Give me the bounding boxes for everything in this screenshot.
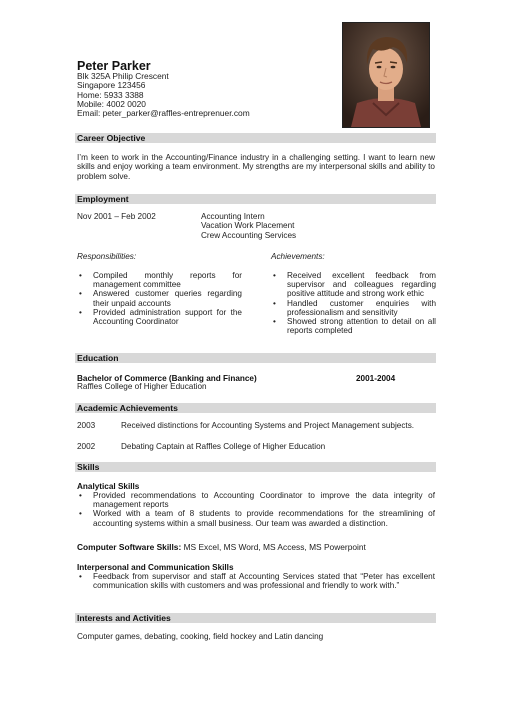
- software-skills-title: Computer Software Skills:: [77, 542, 182, 552]
- degree-title: Bachelor of Commerce (Banking and Finance): [77, 374, 257, 383]
- list-item: • Provided administration support for the Accounting Coordinator: [77, 308, 242, 326]
- email-address: Email: peter_parker@raffles-entreprenuer.com: [77, 108, 250, 119]
- list-item: • Worked with a team of 8 students to provide recommendations for the streamlining of accounting systems within a small business. Our team was awarded a distinction.: [77, 509, 435, 527]
- software-skills-list: MS Excel, MS Word, MS Access, MS Powerpoint: [181, 542, 366, 552]
- academic-achievement: Received distinctions for Accounting Systems and Project Management subjects.: [121, 421, 415, 430]
- section-education: Education: [75, 353, 436, 363]
- list-item: • Provided recommendations to Accounting Coordinator to improve the data integrity of management reports: [77, 491, 435, 509]
- list-item: • Handled customer enquiries with professionalism and sensitivity: [271, 299, 436, 317]
- school-name: Raffles College of Higher Education: [77, 382, 207, 391]
- candidate-name: Peter Parker: [77, 59, 151, 73]
- analytical-skills-title: Analytical Skills: [77, 482, 140, 491]
- section-academic-achievements: Academic Achievements: [75, 403, 436, 413]
- profile-photo: [342, 22, 430, 128]
- section-interests: Interests and Activities: [75, 613, 436, 623]
- employment-roles: [201, 212, 296, 240]
- employment-dates: Nov 2001 – Feb 2002: [77, 212, 156, 221]
- section-career-objective: Career Objective: [75, 133, 436, 143]
- section-skills: Skills: [75, 462, 436, 472]
- list-item: • Showed strong attention to detail on all reports completed: [271, 317, 436, 335]
- interpersonal-skills-list: [77, 572, 435, 590]
- degree-years: 2001-2004: [356, 374, 396, 383]
- academic-year: 2002: [77, 442, 96, 451]
- interests-text: Computer games, debating, cooking, field hockey and Latin dancing: [77, 632, 324, 641]
- address-line-2: Singapore 123456: [77, 80, 146, 91]
- responsibilities-label: Responsibilities:: [77, 252, 137, 261]
- section-employment: Employment: [75, 194, 436, 204]
- responsibilities-list: [77, 271, 242, 326]
- contact-block: [77, 72, 250, 118]
- interpersonal-skills-title: Interpersonal and Communication Skills: [77, 563, 234, 572]
- portrait-image: [343, 23, 429, 127]
- list-item: • Received excellent feedback from supervisor and colleagues regarding positive attitude and strong work ethic: [271, 271, 436, 299]
- home-phone: Home: 5933 3388: [77, 89, 144, 100]
- software-skills-line: [77, 543, 366, 552]
- list-item: • Feedback from supervisor and staff at Accounting Services stated that “Peter has excellent communication skills with customers and was professional and friendly to work with.”: [77, 572, 435, 590]
- employer-name: Crew Accounting Services: [201, 230, 297, 240]
- academic-achievement: Debating Captain at Raffles College of Higher Education: [121, 442, 326, 451]
- job-title: Accounting Intern: [201, 212, 265, 221]
- mobile-phone: Mobile: 4002 0020: [77, 98, 146, 109]
- list-item: • Answered customer queries regarding their unpaid accounts: [77, 289, 242, 307]
- analytical-skills-list: [77, 491, 435, 528]
- address-line-1: Blk 325A Philip Crescent: [77, 71, 169, 81]
- career-objective-text: I’m keen to work in the Accounting/Finance industry in a challenging setting. I want to learn new skills and enjoy working a team environment. My strengths are my interpersonal skills and ability to problem solve.: [77, 153, 435, 181]
- list-item: • Compiled monthly reports for management committee: [77, 271, 242, 289]
- academic-year: 2003: [77, 421, 96, 430]
- achievements-label: Achievements:: [271, 252, 325, 261]
- achievements-list: [271, 271, 436, 335]
- job-type: Vacation Work Placement: [201, 221, 295, 231]
